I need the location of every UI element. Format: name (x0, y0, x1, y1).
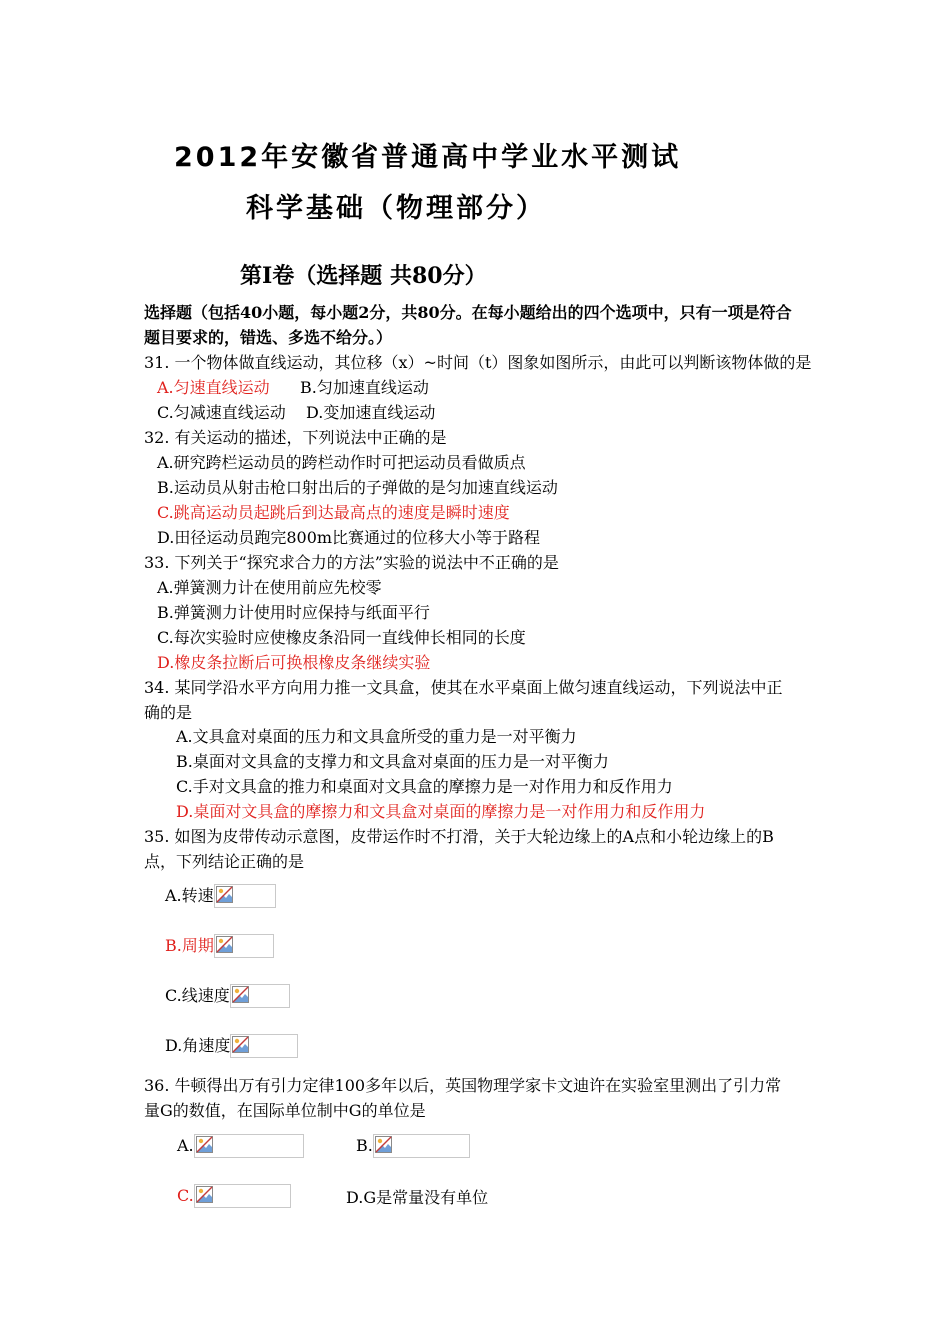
section-heading: 第Ⅰ卷（选择题 共80分） (240, 263, 487, 289)
q35-option-b-formula-image (214, 934, 274, 958)
q35-option-b-label: B.周期 (165, 936, 214, 955)
q35-option-a-label: A.转速 (165, 886, 214, 905)
q33-option-c: C.每次实验时应使橡皮条沿同一直线伸长相同的长度 (157, 628, 526, 647)
q36-stem-line-2: 量G的数值，在国际单位制中G的单位是 (144, 1101, 426, 1120)
document-subtitle: 科学基础（物理部分） (246, 193, 546, 224)
q33-option-b: B.弹簧测力计使用时应保持与纸面平行 (157, 603, 430, 622)
q36-option-c-label: C. (177, 1186, 194, 1205)
broken-image-icon (196, 1186, 213, 1203)
q35-option-c-formula-image (230, 984, 290, 1008)
q36-option-a-formula-image (194, 1134, 304, 1158)
q32-stem: 32. 有关运动的描述，下列说法中正确的是 (144, 428, 447, 447)
broken-image-icon (196, 1136, 213, 1153)
q34-option-c: C.手对文具盒的推力和桌面对文具盒的摩擦力是一对作用力和反作用力 (176, 777, 673, 796)
broken-image-icon (375, 1136, 392, 1153)
q31-option-d: D.变加速直线运动 (306, 403, 436, 422)
q33-option-a: A.弹簧测力计在使用前应先校零 (157, 578, 382, 597)
q36-option-b (356, 1134, 470, 1158)
q35-option-a-formula-image (214, 884, 276, 908)
q33-option-d: D.橡皮条拉断后可换根橡皮条继续实验 (157, 653, 431, 672)
q34-option-d: D.桌面对文具盒的摩擦力和文具盒对桌面的摩擦力是一对作用力和反作用力 (176, 802, 706, 821)
q36-stem-line-1: 36. 牛顿得出万有引力定律100多年以后，英国物理学家卡文迪许在实验室里测出了引力常 (144, 1076, 782, 1095)
q36-option-b-label: B. (356, 1136, 373, 1155)
q35-option-a (165, 883, 276, 908)
instructions-line-2: 题目要求的，错选、多选不给分。） (144, 328, 393, 347)
q32-option-b: B.运动员从射击枪口射出后的子弹做的是匀加速直线运动 (157, 478, 558, 497)
q34-stem-line-1: 34. 某同学沿水平方向用力推一文具盒，使其在水平桌面上做匀速直线运动，下列说法中正 (144, 678, 783, 697)
q31-option-b: B.匀加速直线运动 (300, 378, 429, 397)
q35-option-b (165, 933, 274, 958)
q34-stem-line-2: 确的是 (144, 703, 193, 722)
broken-image-icon (216, 886, 233, 903)
q35-option-d-label: D.角速度 (165, 1036, 231, 1055)
q36-option-a (177, 1134, 304, 1158)
q35-option-d (165, 1033, 298, 1058)
q35-option-c (165, 983, 290, 1008)
instructions-line-1: 选择题（包括40小题，每小题2分，共80分。在每小题给出的四个选项中，只有一项是符合 (144, 303, 792, 322)
q33-stem: 33. 下列关于“探究求合力的方法”实验的说法中不正确的是 (144, 553, 559, 572)
q32-option-d: D.田径运动员跑完800m比赛通过的位移大小等于路程 (157, 528, 541, 547)
q36-option-b-formula-image (373, 1134, 470, 1158)
q35-option-c-label: C.线速度 (165, 986, 230, 1005)
q34-option-a: A.文具盒对桌面的压力和文具盒所受的重力是一对平衡力 (176, 727, 577, 746)
broken-image-icon (216, 936, 233, 953)
q31-stem: 31. 一个物体做直线运动，其位移（x）~时间（t）图象如图所示，由此可以判断该物体做的是 (144, 353, 812, 372)
q35-option-d-formula-image (230, 1034, 298, 1058)
document-title: 2012年安徽省普通高中学业水平测试 (174, 142, 682, 173)
q31-option-a: A.匀速直线运动 (157, 378, 270, 397)
broken-image-icon (232, 986, 249, 1003)
q31-option-c: C.匀减速直线运动 (157, 403, 286, 422)
q35-stem-line-1: 35. 如图为皮带传动示意图，皮带运作时不打滑，关于大轮边缘上的A点和小轮边缘上的B (144, 827, 774, 846)
q36-option-d: D.G是常量没有单位 (346, 1188, 489, 1207)
q34-option-b: B.桌面对文具盒的支撑力和文具盒对桌面的压力是一对平衡力 (176, 752, 609, 771)
q36-option-c (177, 1184, 291, 1208)
q32-option-a: A.研究跨栏运动员的跨栏动作时可把运动员看做质点 (157, 453, 526, 472)
broken-image-icon (232, 1036, 249, 1053)
q36-option-a-label: A. (177, 1136, 194, 1155)
q35-stem-line-2: 点，下列结论正确的是 (144, 852, 305, 871)
q36-option-c-formula-image (194, 1184, 291, 1208)
q32-option-c: C.跳高运动员起跳后到达最高点的速度是瞬时速度 (157, 503, 510, 522)
